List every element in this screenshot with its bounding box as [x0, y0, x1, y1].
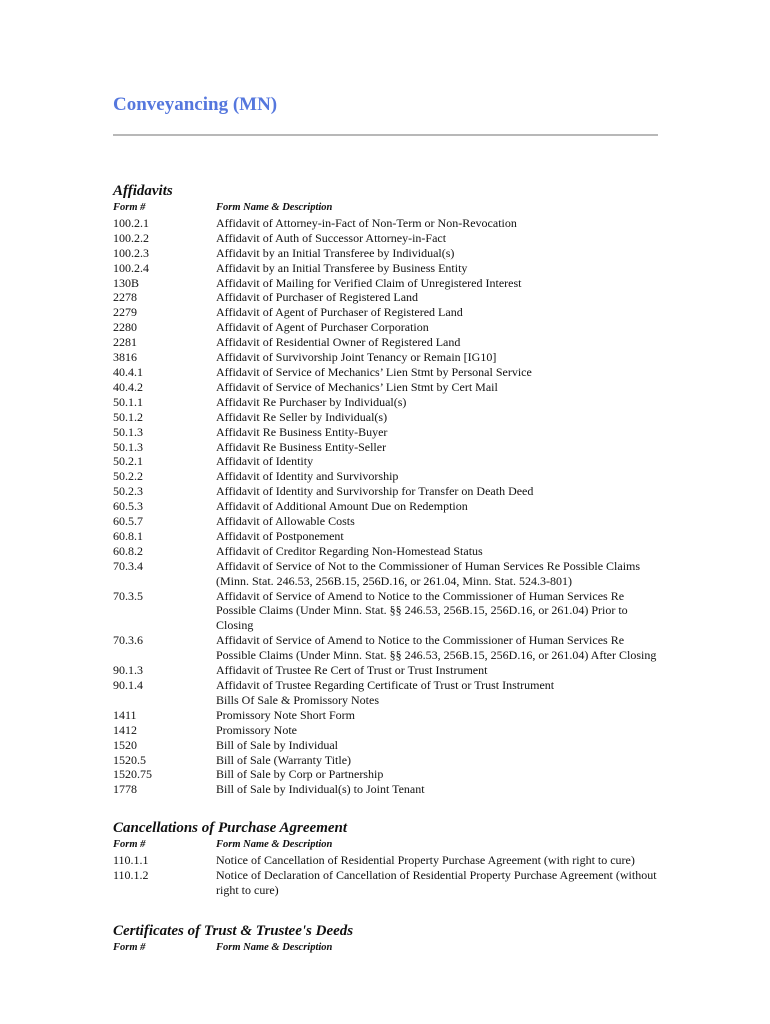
form-description: Affidavit of Mailing for Verified Claim of Unregistered Interest	[216, 275, 522, 290]
form-description: Affidavit of Service of Not to the Commissioner of Human Services Re Possible Claims (Minn. Stat. 246.53, 256B.15, 256D.16, or 261.04, Minn. Stat. 524.3-801)	[216, 558, 641, 588]
form-number: 3816	[113, 350, 137, 365]
table-row	[113, 246, 658, 261]
form-number: 1412	[113, 722, 137, 737]
form-description: Promissory Note	[216, 722, 297, 737]
form-number: 1520.5	[113, 752, 146, 767]
form-number: 90.1.4	[113, 678, 143, 692]
column-header-form: Form #	[113, 941, 146, 953]
table-row	[113, 514, 658, 529]
form-number: 130B	[113, 275, 140, 290]
form-description: Bill of Sale by Corp or Partnership	[216, 767, 384, 782]
form-number: 50.2.2	[113, 469, 143, 484]
form-number: 50.1.3	[113, 424, 143, 439]
table-row	[113, 380, 658, 395]
form-description: Affidavit of Identity	[216, 454, 314, 469]
form-description: Affidavit of Allowable Costs	[216, 514, 355, 529]
table-row	[113, 853, 658, 868]
form-number: 40.4.2	[113, 379, 143, 394]
form-number: 1778	[113, 782, 137, 797]
column-header-row	[113, 201, 658, 216]
form-description: Affidavit Re Business Entity-Seller	[216, 439, 387, 454]
form-description: Affidavit by an Initial Transferee by Business Entity	[216, 260, 468, 275]
table-row	[113, 559, 658, 589]
table-row	[113, 216, 658, 231]
form-description: Affidavit Re Purchaser by Individual(s)	[216, 394, 407, 409]
form-description: Affidavit of Service of Mechanics’ Lien Stmt by Personal Service	[216, 364, 532, 379]
table-row	[113, 484, 658, 499]
form-description: Bill of Sale by Individual	[216, 737, 338, 752]
form-number: 2278	[113, 290, 137, 305]
table-row	[113, 276, 658, 291]
form-number: 1520	[113, 737, 137, 752]
table-row	[113, 738, 658, 753]
column-header-description: Form Name & Description	[216, 941, 333, 953]
form-description: Affidavit of Residential Owner of Registered Land	[216, 335, 461, 350]
form-number: 50.1.1	[113, 394, 143, 409]
form-number: 110.1.1	[113, 853, 149, 868]
table-row	[113, 708, 658, 723]
form-number: 2279	[113, 305, 137, 320]
table-row	[113, 678, 658, 693]
form-number: 100.2.4	[113, 260, 149, 275]
table-row	[113, 261, 658, 276]
column-header-form: Form #	[113, 839, 146, 851]
table-row	[113, 753, 658, 768]
form-description: Affidavit by an Initial Transferee by Individual(s)	[216, 245, 455, 260]
table-row	[113, 767, 658, 782]
table-row	[113, 499, 658, 514]
form-description: Affidavit of Service of Amend to Notice to the Commissioner of Human Services Re Possible Claims (Under Minn. Stat. §§ 246.53, 256B.15, 256D.16, or 261.04) After Closing	[216, 633, 657, 663]
section-heading: Certificates of Trust & Trustee's Deeds	[113, 922, 354, 939]
table-row	[113, 320, 658, 335]
table-row	[113, 454, 658, 469]
column-header-form: Form #	[113, 202, 146, 213]
table-row	[113, 529, 658, 544]
table-row	[113, 290, 658, 305]
form-description: Affidavit of Creditor Regarding Non-Homestead Status	[216, 543, 483, 558]
form-description: Affidavit Re Seller by Individual(s)	[216, 409, 388, 424]
section-heading: Affidavits	[113, 183, 173, 199]
form-description: Affidavit of Purchaser of Registered Land	[216, 290, 419, 305]
form-description: Notice of Cancellation of Residential Property Purchase Agreement (with right to cure)	[216, 853, 635, 868]
table-row	[113, 782, 658, 797]
title-divider	[113, 134, 658, 136]
form-number: 100.2.2	[113, 230, 149, 245]
form-description: Affidavit of Attorney-in-Fact of Non-Term or Non-Revocation	[216, 215, 517, 230]
form-description: Affidavit Re Business Entity-Buyer	[216, 424, 388, 439]
table-row	[113, 425, 658, 440]
table-row	[113, 589, 658, 634]
column-header-description: Form Name & Description	[216, 839, 333, 851]
form-number: 100.2.1	[113, 215, 149, 230]
form-description: Affidavit of Agent of Purchaser of Registered Land	[216, 305, 463, 320]
form-description: Affidavit of Trustee Re Cert of Trust or Trust Instrument	[216, 663, 488, 678]
form-number: 70.3.4	[113, 558, 143, 573]
form-description: Affidavit of Trustee Regarding Certificate of Trust or Trust Instrument	[216, 678, 555, 692]
table-row	[113, 544, 658, 559]
form-number: 50.2.3	[113, 484, 143, 499]
form-description: Notice of Declaration of Cancellation of Residential Property Purchase Agreement (without right to cure)	[216, 868, 657, 897]
form-number: 2280	[113, 320, 137, 335]
table-row	[113, 868, 658, 898]
form-number: 50.1.3	[113, 439, 143, 454]
table-row	[113, 395, 658, 410]
form-number: 60.5.3	[113, 499, 143, 514]
form-description: Affidavit of Agent of Purchaser Corporation	[216, 320, 429, 335]
table-row	[113, 305, 658, 320]
form-description: Affidavit of Identity and Survivorship	[216, 469, 399, 484]
form-number: 50.2.1	[113, 454, 143, 469]
section	[113, 819, 658, 898]
section	[113, 182, 658, 797]
form-number: 90.1.3	[113, 663, 143, 678]
form-number: 50.1.2	[113, 409, 143, 424]
form-number: 70.3.6	[113, 633, 143, 648]
table-row	[113, 440, 658, 455]
page-title: Conveyancing (MN)	[113, 94, 278, 115]
table-row	[113, 350, 658, 365]
form-description: Affidavit of Postponement	[216, 528, 344, 543]
form-number: 100.2.3	[113, 245, 149, 260]
section-heading: Cancellations of Purchase Agreement	[113, 820, 348, 837]
column-header-row	[113, 941, 658, 956]
sections-container	[113, 182, 658, 956]
form-number: 60.8.1	[113, 528, 143, 543]
form-number	[113, 693, 216, 708]
form-description: Affidavit of Additional Amount Due on Redemption	[216, 499, 468, 514]
table-row	[113, 335, 658, 350]
table-row	[113, 693, 658, 708]
form-number: 70.3.5	[113, 588, 143, 603]
column-header-row	[113, 838, 658, 853]
table-row	[113, 231, 658, 246]
form-description: Bill of Sale (Warranty Title)	[216, 752, 352, 767]
form-description: Affidavit of Survivorship Joint Tenancy or Remain [IG10]	[216, 350, 497, 365]
form-description: Bill of Sale by Individual(s) to Joint Tenant	[216, 782, 425, 797]
form-number: 1411	[113, 707, 137, 722]
document-page	[113, 88, 658, 956]
form-number: 110.1.2	[113, 868, 149, 883]
form-number: 40.4.1	[113, 364, 143, 379]
table-row	[113, 633, 658, 663]
table-row	[113, 410, 658, 425]
table-row	[113, 469, 658, 484]
form-description: Affidavit of Service of Mechanics’ Lien Stmt by Cert Mail	[216, 379, 498, 394]
form-description: Affidavit of Service of Amend to Notice to the Commissioner of Human Services Re Possible Claims (Under Minn. Stat. §§ 246.53, 256B.15, 256D.16, or 261.04) Prior to Closing	[216, 588, 628, 633]
table-row	[113, 365, 658, 380]
form-description: Promissory Note Short Form	[216, 707, 356, 722]
table-row	[113, 663, 658, 678]
form-number: 60.5.7	[113, 514, 143, 529]
table-row	[113, 723, 658, 738]
form-description: Affidavit of Auth of Successor Attorney-in-Fact	[216, 230, 447, 245]
section	[113, 922, 658, 956]
form-number: 60.8.2	[113, 543, 143, 558]
form-number: 2281	[113, 335, 137, 350]
form-description: Bills Of Sale & Promissory Notes	[216, 692, 380, 707]
form-number: 1520.75	[113, 767, 152, 782]
form-description: Affidavit of Identity and Survivorship for Transfer on Death Deed	[216, 484, 534, 499]
column-header-description: Form Name & Description	[216, 202, 333, 213]
